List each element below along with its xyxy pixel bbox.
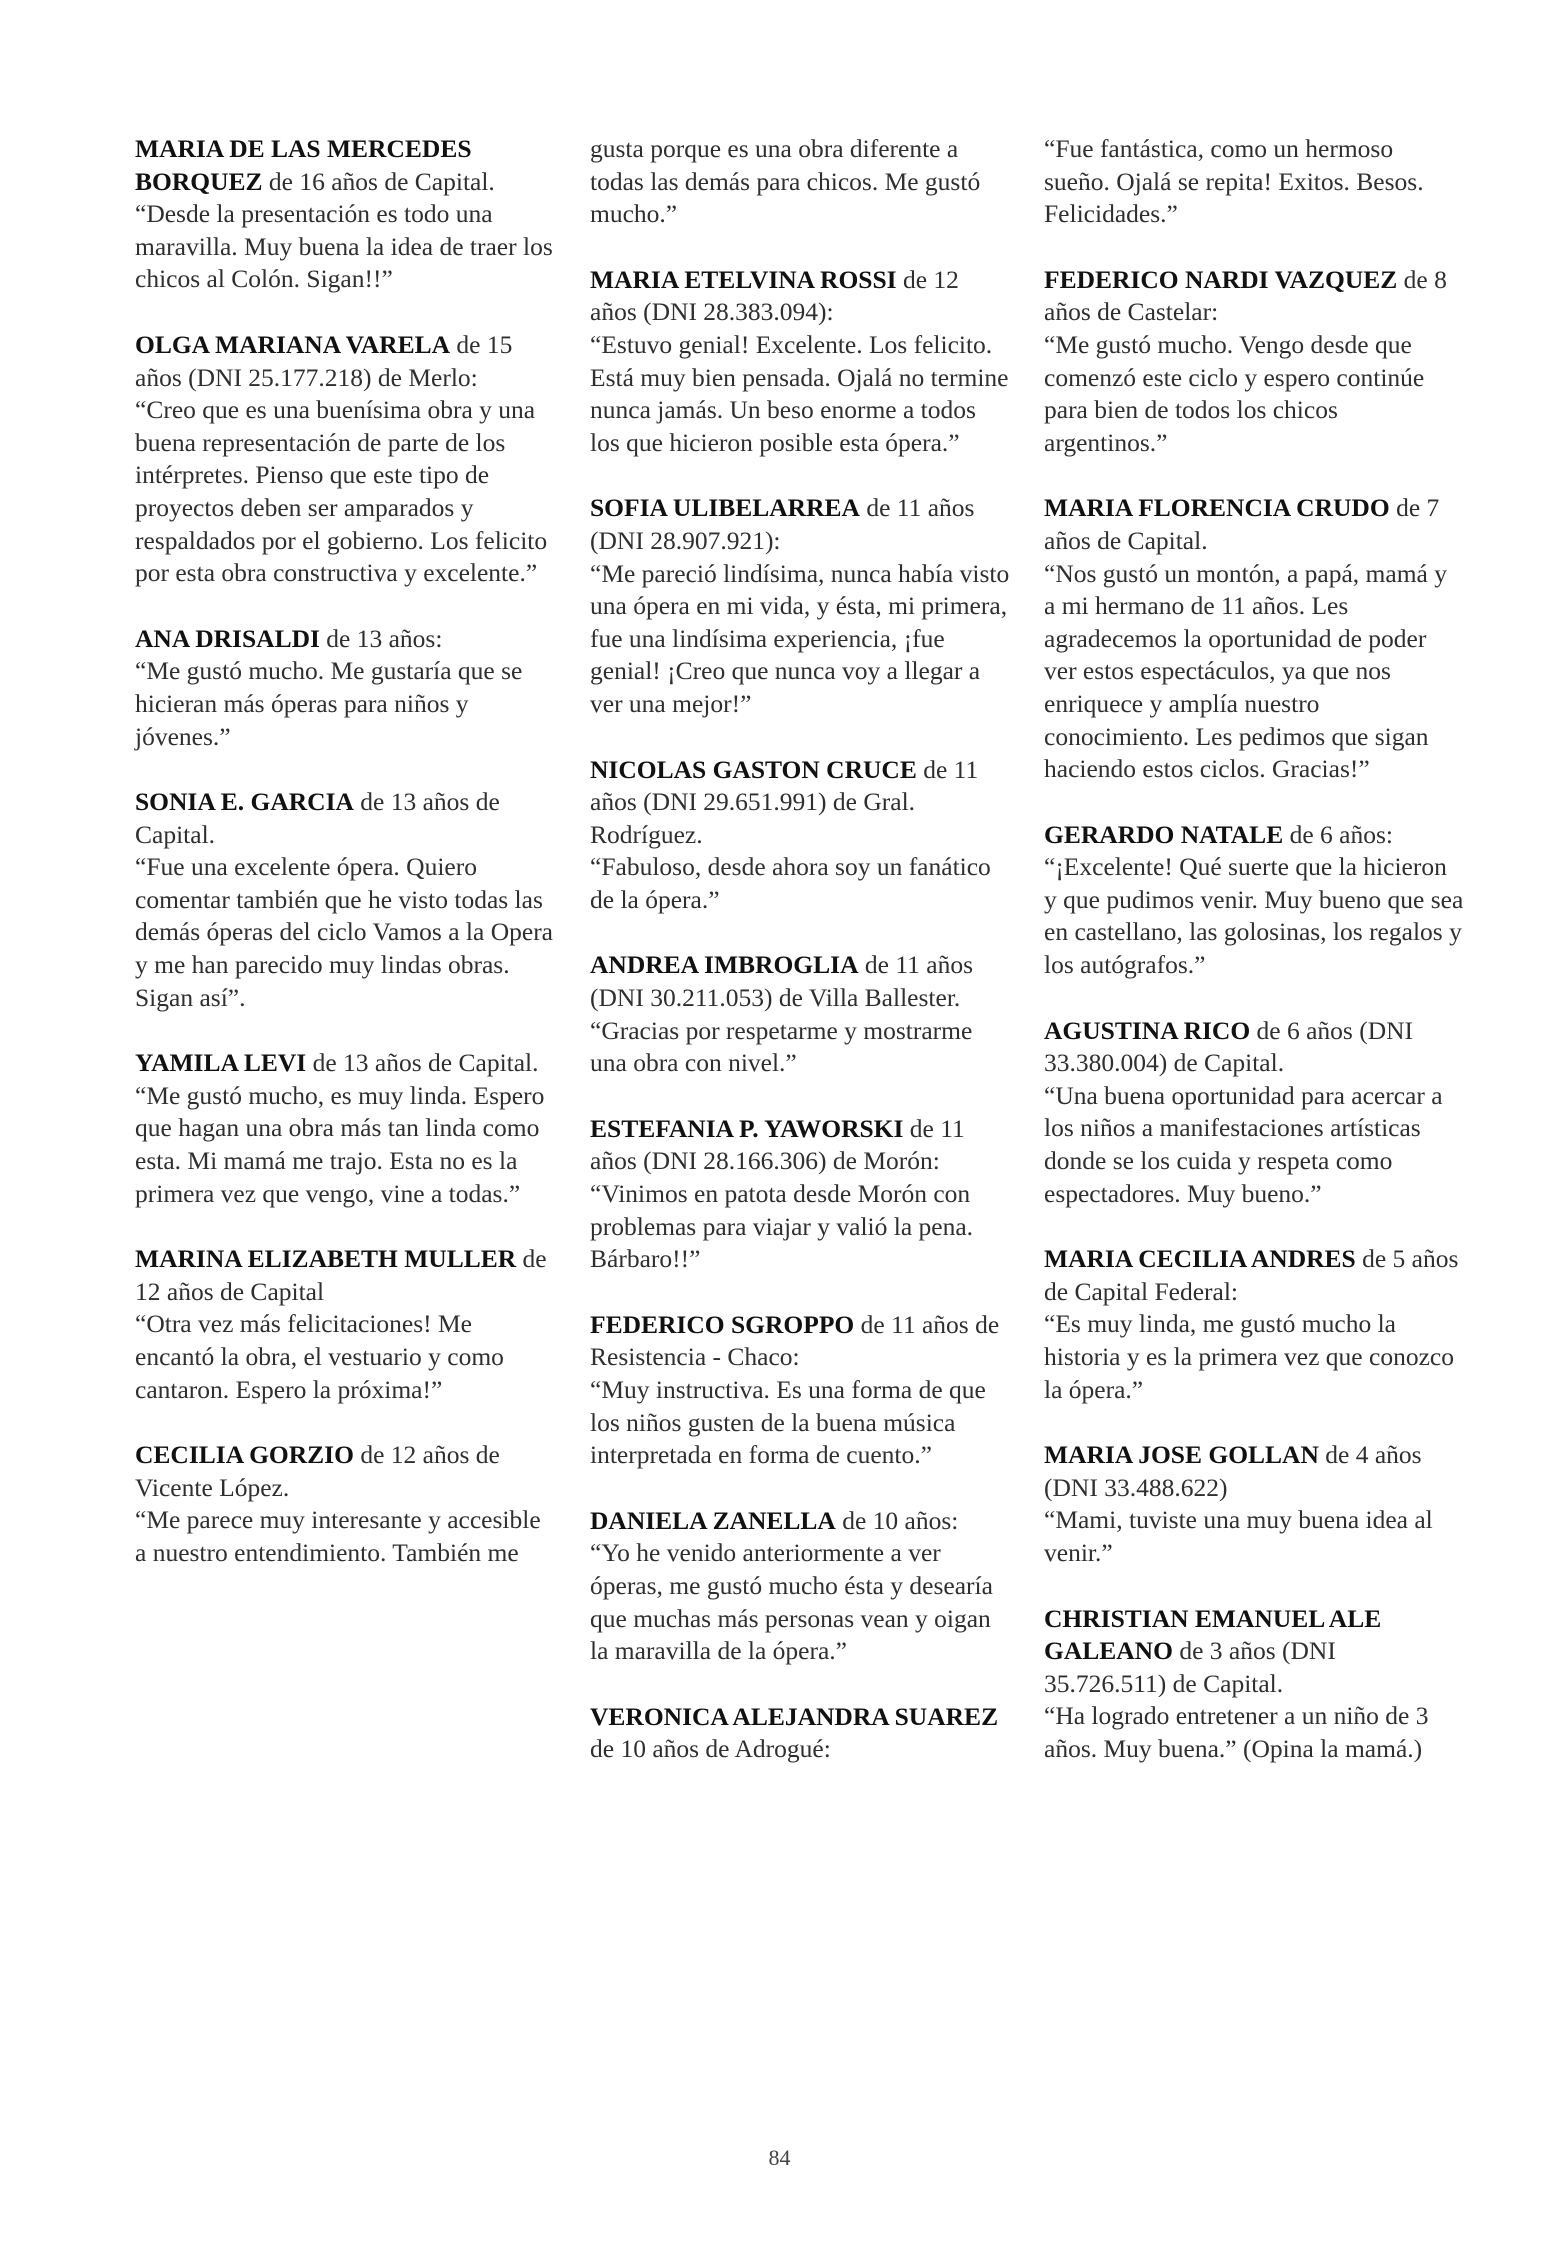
text-column-2: [590, 133, 1010, 1799]
testimonial-entry: [135, 1047, 555, 1210]
author-name: CHRISTIAN EMANUEL ALE GALEANO: [1044, 1603, 1382, 1666]
author-name: YAMILA LEVI: [135, 1048, 307, 1078]
author-name: MARINA ELIZABETH MULLER: [135, 1244, 517, 1274]
testimonial-text: de 11 años de Resistencia - Chaco: “Muy instructiva. Es una forma de que los niños gusten de la buena música interpretada en forma de cuento.”: [590, 1309, 1000, 1470]
author-name: FEDERICO SGROPPO: [590, 1309, 855, 1339]
author-name: ANDREA IMBROGLIA: [590, 950, 859, 980]
testimonial-entry: [135, 329, 555, 590]
testimonial-entry: [1044, 1015, 1464, 1211]
testimonial-entry: [1044, 1439, 1464, 1569]
testimonial-entry: [135, 1439, 555, 1569]
testimonial-text: de 6 años (DNI 33.380.004) de Capital. “Una buena oportunidad para acercar a los niños a manifestaciones artísticas donde se los cuida y respeta como espectadores. Muy bueno.”: [1044, 1015, 1443, 1208]
author-name: DANIELA ZANELLA: [590, 1505, 836, 1535]
testimonial-entry: [135, 623, 555, 753]
text-column-1: [135, 133, 555, 1603]
author-name: NICOLAS GASTON CRUCE: [590, 754, 917, 784]
testimonial-text: de 7 años de Capital. “Nos gustó un montón, a papá, mamá y a mi hermano de 11 años. Les agradecemos la oportunidad de poder ver estos espectáculos, ya que nos enriquece y amplía nuestro conocimiento. Les pedimos que sigan haciendo estos ciclos. Gracias!”: [1044, 493, 1447, 784]
testimonial-text: de 15 años (DNI 25.177.218) de Merlo: “Creo que es una buenísima obra y una buena representación de parte de los intérpretes. Pienso que este tipo de proyectos deben ser amparados y respaldados por el gobierno. Los felicito por esta obra constructiva y excelente.”: [135, 329, 548, 588]
author-name: MARIA ETELVINA ROSSI: [590, 264, 897, 294]
testimonial-entry: [1044, 492, 1464, 785]
testimonial-text: gusta porque es una obra diferente a todas las demás para chicos. Me gustó mucho.”: [590, 134, 981, 229]
author-name: SOFIA ULIBELARREA: [590, 493, 860, 523]
author-name: MARIA JOSE GOLLAN: [1044, 1440, 1319, 1470]
testimonial-entry: [590, 264, 1010, 460]
testimonial-text: de 3 años (DNI 35.726.511) de Capital. “Ha logrado entretener a un niño de 3 años. Muy buena.” (Opina la mamá.): [1044, 1636, 1429, 1763]
author-name: MARIA CECILIA ANDRES: [1044, 1244, 1356, 1274]
author-name: AGUSTINA RICO: [1044, 1015, 1251, 1045]
testimonial-entry: [590, 133, 1010, 231]
author-name: OLGA MARIANA VARELA: [135, 329, 451, 359]
testimonial-entry: [135, 1243, 555, 1406]
testimonial-text: de 8 años de Castelar: “Me gustó mucho. Vengo desde que comenzó este ciclo y espero continúe para bien de todos los chicos argentinos.”: [1044, 264, 1447, 457]
author-name: VERONICA ALEJANDRA SUAREZ: [590, 1701, 999, 1731]
testimonial-text: de 16 años de Capital. “Desde la presentación es todo una maravilla. Muy buena la idea de traer los chicos al Colón. Sigan!!”: [135, 166, 553, 294]
testimonial-text: de 11 años (DNI 28.907.921): “Me pareció lindísima, nunca había visto una ópera en mi vida, y ésta, mi primera, fue una lindísima experiencia, ¡fue genial! ¡Creo que nunca voy a llegar a ver una mejor!”: [590, 493, 1010, 718]
testimonial-entry: [590, 1701, 1010, 1766]
testimonial-text: de 12 años (DNI 28.383.094): “Estuvo genial! Excelente. Los felicito. Está muy bien pensada. Ojalá no termine nunca jamás. Un beso enorme a todos los que hicieron posible esta ópera.”: [590, 264, 1009, 457]
testimonial-entry: [1044, 1243, 1464, 1406]
testimonial-entry: [1044, 819, 1464, 982]
text-column-3: [1044, 133, 1464, 1799]
testimonial-text: “Fue fantástica, como un hermoso sueño. Ojalá se repita! Exitos. Besos. Felicidades.”: [1044, 134, 1424, 229]
testimonial-entry: [1044, 133, 1464, 231]
testimonial-text: de 13 años: “Me gustó mucho. Me gustaría que se hicieran más óperas para niños y jóvenes.”: [135, 623, 523, 751]
testimonial-text: de 12 años de Capital “Otra vez más felicitaciones! Me encantó la obra, el vestuario y como cantaron. Espero la próxima!”: [135, 1244, 547, 1404]
testimonial-text: de 5 años de Capital Federal: “Es muy linda, me gustó mucho la historia y es la primera vez que conozco la ópera.”: [1044, 1244, 1459, 1404]
testimonial-text: de 10 años de Adrogué:: [590, 1734, 831, 1764]
testimonial-text: de 13 años de Capital. “Me gustó mucho, es muy linda. Espero que hagan una obra más tan linda como esta. Mi mamá me trajo. Esta no es la primera vez que vengo, vine a todas.”: [135, 1048, 545, 1208]
testimonial-text: de 11 años (DNI 30.211.053) de Villa Ballester. “Gracias por respetarme y mostrarme una obra con nivel.”: [590, 950, 973, 1078]
author-name: ANA DRISALDI: [135, 623, 320, 653]
testimonial-text: de 4 años (DNI 33.488.622) “Mami, tuviste una muy buena idea al venir.”: [1044, 1440, 1433, 1567]
author-name: CECILIA GORZIO: [135, 1440, 354, 1470]
testimonial-entry: [590, 1113, 1010, 1276]
testimonial-entry: [135, 786, 555, 1014]
author-name: MARIA DE LAS MERCEDES BORQUEZ: [135, 134, 472, 196]
testimonial-entry: [590, 1505, 1010, 1668]
author-name: MARIA FLORENCIA CRUDO: [1044, 493, 1390, 523]
author-name: SONIA E. GARCIA: [135, 787, 354, 817]
testimonial-entry: [1044, 264, 1464, 460]
testimonial-entry: [590, 492, 1010, 720]
testimonial-entry: [590, 754, 1010, 917]
testimonial-entry: [590, 1309, 1010, 1472]
page-number: 84: [768, 2145, 791, 2170]
testimonial-text: de 10 años: “Yo he venido anteriormente a ver óperas, me gustó mucho ésta y desearía que muchas más personas vean y oigan la maravilla de la ópera.”: [590, 1505, 993, 1666]
author-name: ESTEFANIA P. YAWORSKI: [590, 1113, 904, 1143]
testimonial-text: de 11 años (DNI 29.651.991) de Gral. Rodríguez. “Fabuloso, desde ahora soy un fanático de la ópera.”: [590, 754, 991, 914]
testimonial-entry: [590, 949, 1010, 1079]
testimonial-entry: [1044, 1603, 1464, 1766]
testimonial-text: de 13 años de Capital. “Fue una excelente ópera. Quiero comentar también que he visto todas las demás óperas del ciclo Vamos a la Opera y me han parecido muy lindas obras. Sigan así”.: [135, 787, 553, 1012]
testimonial-entry: [135, 133, 555, 296]
testimonial-text: de 6 años: “¡Excelente! Qué suerte que la hicieron y que pudimos venir. Muy bueno que sea en castellano, las golosinas, los regalos y los autógrafos.”: [1044, 819, 1464, 980]
testimonial-text: de 11 años (DNI 28.166.306) de Morón: “Vinimos en patota desde Morón con problemas para viajar y valió la pena. Bárbaro!!”: [590, 1113, 974, 1274]
author-name: FEDERICO NARDI VAZQUEZ: [1044, 264, 1398, 294]
author-name: GERARDO NATALE: [1044, 819, 1284, 849]
testimonial-text: de 12 años de Vicente López. “Me parece muy interesante y accesible a nuestro entendimiento. También me: [135, 1440, 541, 1567]
